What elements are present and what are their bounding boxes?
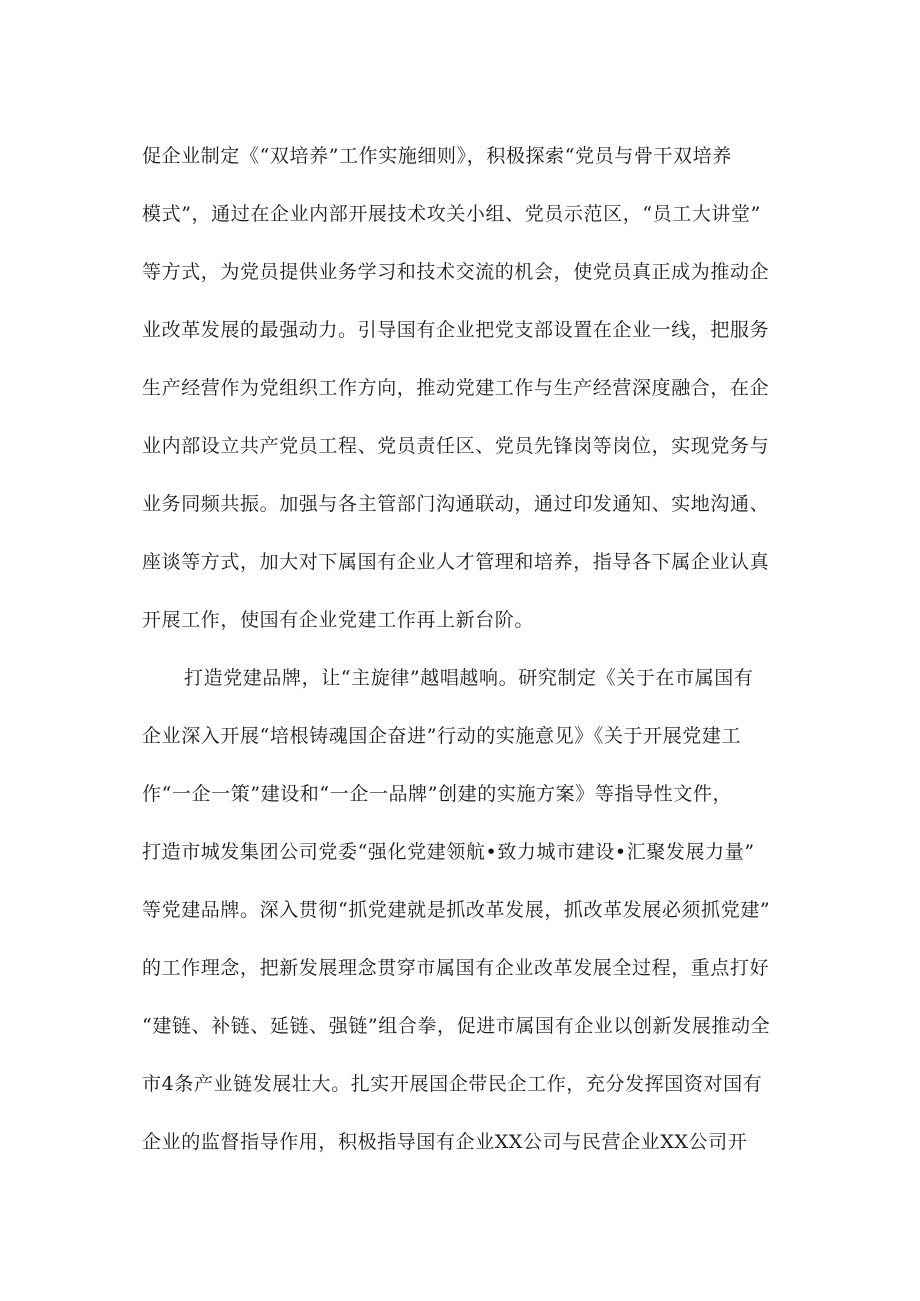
text-line: 模式”，通过在企业内部开展技术攻关小组、党员示范区，“员工大讲堂” <box>142 203 761 225</box>
text-line: 作“一企一策”建设和“一企一品牌”创建的实施方案》等指导性文件， <box>142 783 733 805</box>
text-line: 座谈等方式，加大对下属国有企业人才管理和培养，指导各下属企业认真 <box>142 551 770 573</box>
text-line: 业内部设立共产党员工程、党员责任区、党员先锋岗等岗位，实现党务与 <box>142 435 770 457</box>
text-line: 市4条产业链发展壮大。扎实开展国企带民企工作，充分发挥国资对国有 <box>142 1073 763 1095</box>
text-line: 促企业制定《“双培养”工作实施细则》，积极探索“党员与骨干双培养 <box>142 145 732 167</box>
text-line: 打造党建品牌，让“主旋律”越唱越响。研究制定《关于在市属国有 <box>184 667 754 689</box>
text-line: 等方式，为党员提供业务学习和技术交流的机会，使党员真正成为推动企 <box>142 261 770 283</box>
text-line: 业务同频共振。加强与各主管部门沟通联动，通过印发通知、实地沟通、 <box>142 493 770 515</box>
text-line: “建链、补链、延链、强链”组合拳，促进市属国有企业以创新发展推动全 <box>142 1015 771 1037</box>
text-line: 等党建品牌。深入贯彻“抓党建就是抓改革发展，抓改革发展必须抓党建” <box>142 899 771 921</box>
text-line: 企业深入开展“培根铸魂国企奋进”行动的实施意见》《关于开展党建工 <box>142 725 742 747</box>
text-line: 开展工作，使国有企业党建工作再上新台阶。 <box>142 609 535 631</box>
text-line: 业改革发展的最强动力。引导国有企业把党支部设置在企业一线，把服务 <box>142 319 770 341</box>
text-line: 生产经营作为党组织工作方向，推动党建工作与生产经营深度融合，在企 <box>142 377 770 399</box>
text-line: 的工作理念，把新发展理念贯穿市属国有企业改革发展全过程，重点打好 <box>142 957 770 979</box>
text-line: 企业的监督指导作用，积极指导国有企业XX公司与民营企业XX公司开 <box>142 1131 748 1153</box>
text-line: 打造市城发集团公司党委“强化党建领航•致力城市建设•汇聚发展力量” <box>142 841 755 863</box>
